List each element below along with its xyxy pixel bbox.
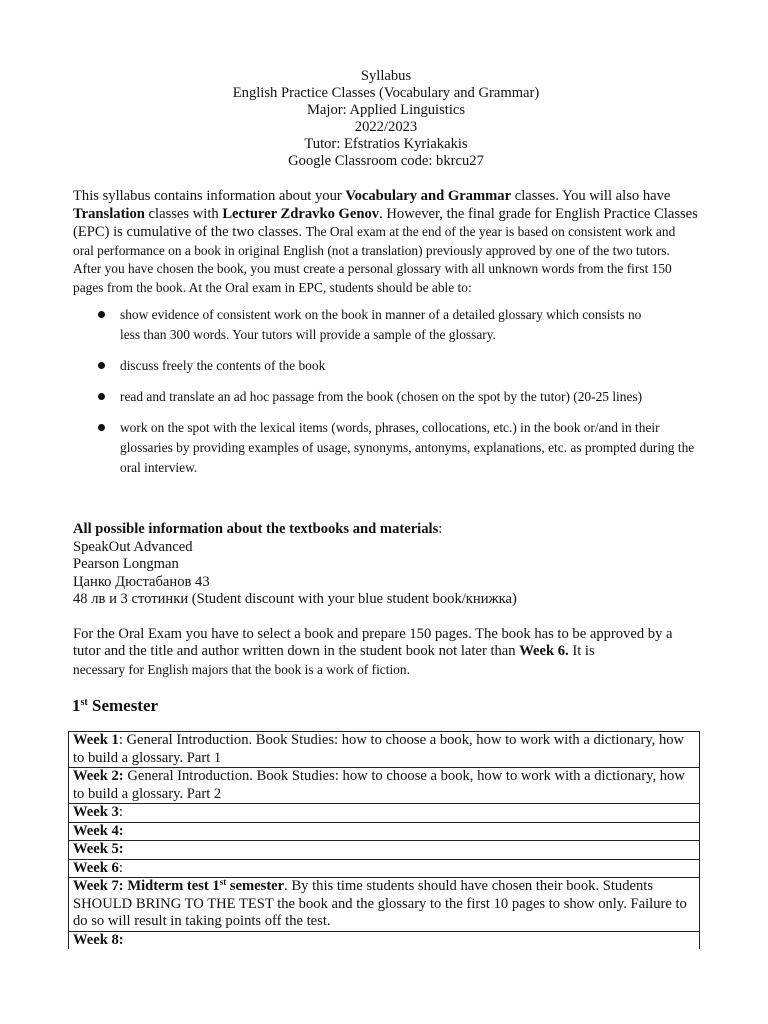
week-text: : [118, 859, 123, 876]
week-label: Week 4: [73, 822, 124, 839]
list-item [73, 418, 699, 478]
oral-exam-paragraph [73, 626, 699, 680]
list-item [73, 356, 699, 376]
classroom-code: Google Classroom code: bkrcu27 [288, 153, 484, 169]
intro-bold-vocab: Vocabulary and Grammar [345, 188, 512, 204]
week-label-text-2: semester [226, 878, 285, 894]
textbook-title: SpeakOut Advanced [73, 538, 193, 555]
syllabus-header [73, 68, 699, 170]
table-row [69, 804, 700, 823]
intro-text-5: The Oral exam at the end of the year is based on consistent work and oral performance on a book in original English (not a translation) previously approved by one of the two tutors. After you have chosen the book, you must create a personal glossary with all unknown words from the first 150 pages from the book. At the Oral exam in EPC, students should be able to: [73, 224, 676, 295]
week-text: . By this time students should have chosen their book. Students SHOULD BRING TO THE TEST the book and the glossary to the first 10 pages to show only. Failure to do so will result in taking points off the test. [73, 878, 687, 929]
page-title: Syllabus [360, 68, 412, 84]
major-line: Major: Applied Linguistics [306, 102, 466, 118]
week-text: : [118, 804, 123, 820]
table-row [69, 822, 700, 841]
course-name: English Practice Classes (Vocabulary and Grammar) [232, 85, 540, 101]
week-label: Week 1 [73, 732, 119, 748]
week-label: Week 5: [73, 841, 124, 857]
table-row [69, 878, 700, 932]
week-label-sup: st [219, 877, 227, 887]
list-item-text-cont: less than 300 words. Your tutors will provide a sample of the glossary. [120, 327, 496, 342]
oral-text-2: It is [568, 643, 595, 659]
table-cell [69, 768, 700, 804]
intro-text-1: This syllabus contains information about your [73, 188, 346, 204]
list-item-text: discuss freely the contents of the book [120, 358, 326, 373]
tutor-line: Tutor: Efstratios Kyriakakis [304, 136, 468, 152]
document-page [73, 68, 699, 949]
intro-text-2: classes. You will also have [511, 188, 671, 204]
academic-year: 2022/2023 [354, 119, 418, 135]
table-cell [69, 931, 700, 949]
materials-heading-text: All possible information about the textbooks and materials [73, 521, 439, 537]
week-text: : General Introduction. Book Studies: how to choose a book, how to work with a dictionary, how to build a glossary. Part 1 [73, 732, 685, 766]
semester-heading [72, 695, 699, 717]
table-cell [69, 878, 700, 932]
oral-text-1: For the Oral Exam you have to select a book and prepare 150 pages. The book has to be approved by a tutor and the title and author written down in the student book not later than [73, 625, 673, 659]
table-cell [69, 822, 700, 841]
semester-word: Semester [87, 696, 159, 715]
intro-bold-translation: Translation [73, 205, 145, 222]
table-cell [69, 841, 700, 860]
intro-text-4: . However, the final grade for English Practice Classes (EPC) is cumulative of the two classes. [73, 205, 698, 240]
intro-text-3: classes with [144, 205, 223, 222]
list-item-text: read and translate an ad hoc passage from the book (chosen on the spot by the tutor) (20-25 lines) [120, 389, 643, 404]
list-item-text: show evidence of consistent work on the book in manner of a detailed glossary which consists no [120, 307, 642, 322]
materials-colon: : [438, 521, 443, 537]
semester-number: 1 [72, 696, 81, 715]
weeks-table [68, 731, 700, 949]
intro-paragraph [73, 188, 699, 297]
requirements-list [73, 305, 699, 478]
semester-suffix: st [80, 697, 88, 708]
textbook-price: 48 лв и 3 стотинки (Student discount with your blue student book/книжка) [73, 591, 517, 607]
textbook-seller: Цанко Дюстабанов 43 [73, 573, 210, 590]
table-row [69, 841, 700, 860]
textbook-publisher: Pearson Longman [73, 556, 179, 572]
materials-section [73, 521, 699, 609]
week-label: Week 6 [73, 859, 119, 876]
table-row [69, 768, 700, 804]
week-label: Week 8: [73, 931, 124, 948]
intro-bold-lecturer: Lecturer Zdravko Genov [222, 205, 380, 222]
oral-text-3: necessary for English majors that the book is a work of fiction. [73, 661, 410, 677]
table-cell [69, 732, 700, 768]
table-row [69, 931, 700, 949]
week-text: General Introduction. Book Studies: how to choose a book, how to work with a dictionary, how to build a glossary. Part 2 [73, 768, 685, 802]
week-label-text: Week 7: Midterm test 1 [73, 878, 220, 894]
list-item [73, 305, 699, 345]
list-item-text-cont: glossaries by providing examples of usage, synonyms, antonyms, explanations, etc. as prompted during the oral interview. [120, 440, 695, 475]
list-item [73, 387, 699, 407]
week-label [73, 878, 284, 894]
table-row [69, 732, 700, 768]
list-item-text: work on the spot with the lexical items (words, phrases, collocations, etc.) in the book or/and in their [120, 420, 660, 435]
materials-heading [73, 521, 699, 539]
table-cell [69, 804, 700, 823]
table-cell [69, 859, 700, 878]
oral-bold-week6: Week 6. [519, 643, 569, 659]
week-label: Week 2: [73, 768, 124, 784]
table-row [69, 859, 700, 878]
week-label: Week 3 [73, 804, 119, 820]
